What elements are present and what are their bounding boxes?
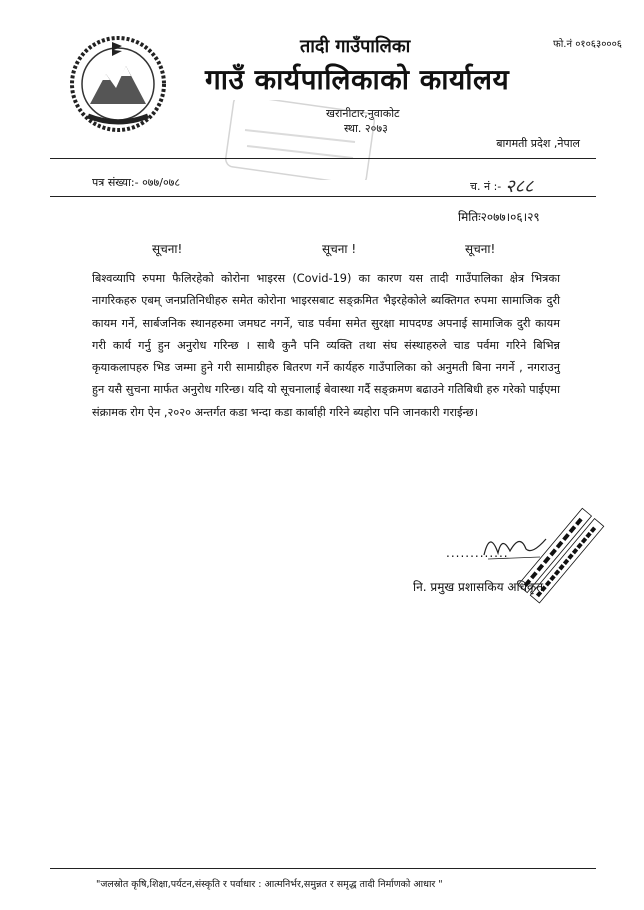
dispatch-label: च. नं :-	[470, 179, 502, 193]
address: खरानीटार,नुवाकोट	[326, 107, 400, 120]
phone-number: फो.नं ०१०६३०००६	[552, 39, 622, 50]
organization-name: तादी गाउँपालिका	[300, 36, 411, 57]
signature-line: .............	[446, 546, 509, 560]
dispatch-value: २८८	[505, 176, 534, 197]
province: बागमती प्रदेश ,नेपाल	[496, 137, 580, 150]
letter-number: पत्र संख्या:- ०७७/०७८	[92, 176, 181, 189]
notice-heading-2: सूचना !	[322, 242, 357, 256]
officer-seal-icon	[506, 502, 616, 612]
notice-heading-1: सूचना!	[152, 242, 183, 256]
nepal-emblem-icon	[68, 32, 168, 134]
header-divider	[50, 158, 596, 159]
office-stamp-icon	[225, 100, 375, 180]
letter-date: मितिः२०७७।०६।२९	[458, 210, 540, 224]
notice-heading-3: सूचना!	[465, 242, 496, 256]
dispatch-number	[470, 174, 533, 198]
footer-motto: "जलस्रोत कृषि,शिक्षा,पर्यटन,संस्कृति र पर्वाधार : आत्मनिर्भर,समुन्नत र समृद्ध तादी निर्माणको आधार "	[96, 879, 443, 890]
footer-divider	[50, 868, 596, 869]
established-year: स्था. २०७३	[344, 122, 388, 135]
signatory-title: नि. प्रमुख प्रशासकिय अधिकृत	[413, 580, 544, 594]
office-name: गाउँ कार्यपालिकाको कार्यालय	[205, 63, 510, 96]
reference-divider	[50, 196, 596, 197]
notice-body: बिश्वव्यापि रुपमा फैलिरहेको कोरोना भाइरस (Covid-19) का कारण यस तादी गाउँपालिका क्षेत्र भित्रका नागरिकहरु एबम् जनप्रतिनिधीहरु समेत कोरोना भाइरसबाट सङ्क्रमित भैइरहेकोले ब्यक्तिगत रुपमा सामाजिक दुरी कायम गर्ने, सार्बजनिक स्थानहरुमा जमघट नगर्ने, चाड पर्वमा समेत सुरक्षा मापदण्ड अपनाई सामाजिक दुरी कायम गरी कार्य गर्नु हुन अनुरोध गरिन्छ । साथै कुनै पनि व्यक्ति तथा संघ संस्थाहरुले चाड पर्वमा गरिने बिभिन्न कृयाकलापहरु भिड जम्मा हुने गरी सामाग्रीहरु बितरण गर्ने कार्यहरु गाउँपालिका को अनुमती बिना नगर्ने , नगराउनु हुन यसै सुचना मार्फत अनुरोध गरिन्छ। यदि यो सूचनालाई बेवास्था गर्दै सङ्क्रमण बढाउने गतिबिधी हरु गरेको पाईएमा संक्रामक रोग ऐन ,२०२० अन्तर्गत कडा भन्दा कडा कार्बाही गरिने ब्यहोरा पनि जानकारी गराईन्छ।	[92, 272, 560, 419]
